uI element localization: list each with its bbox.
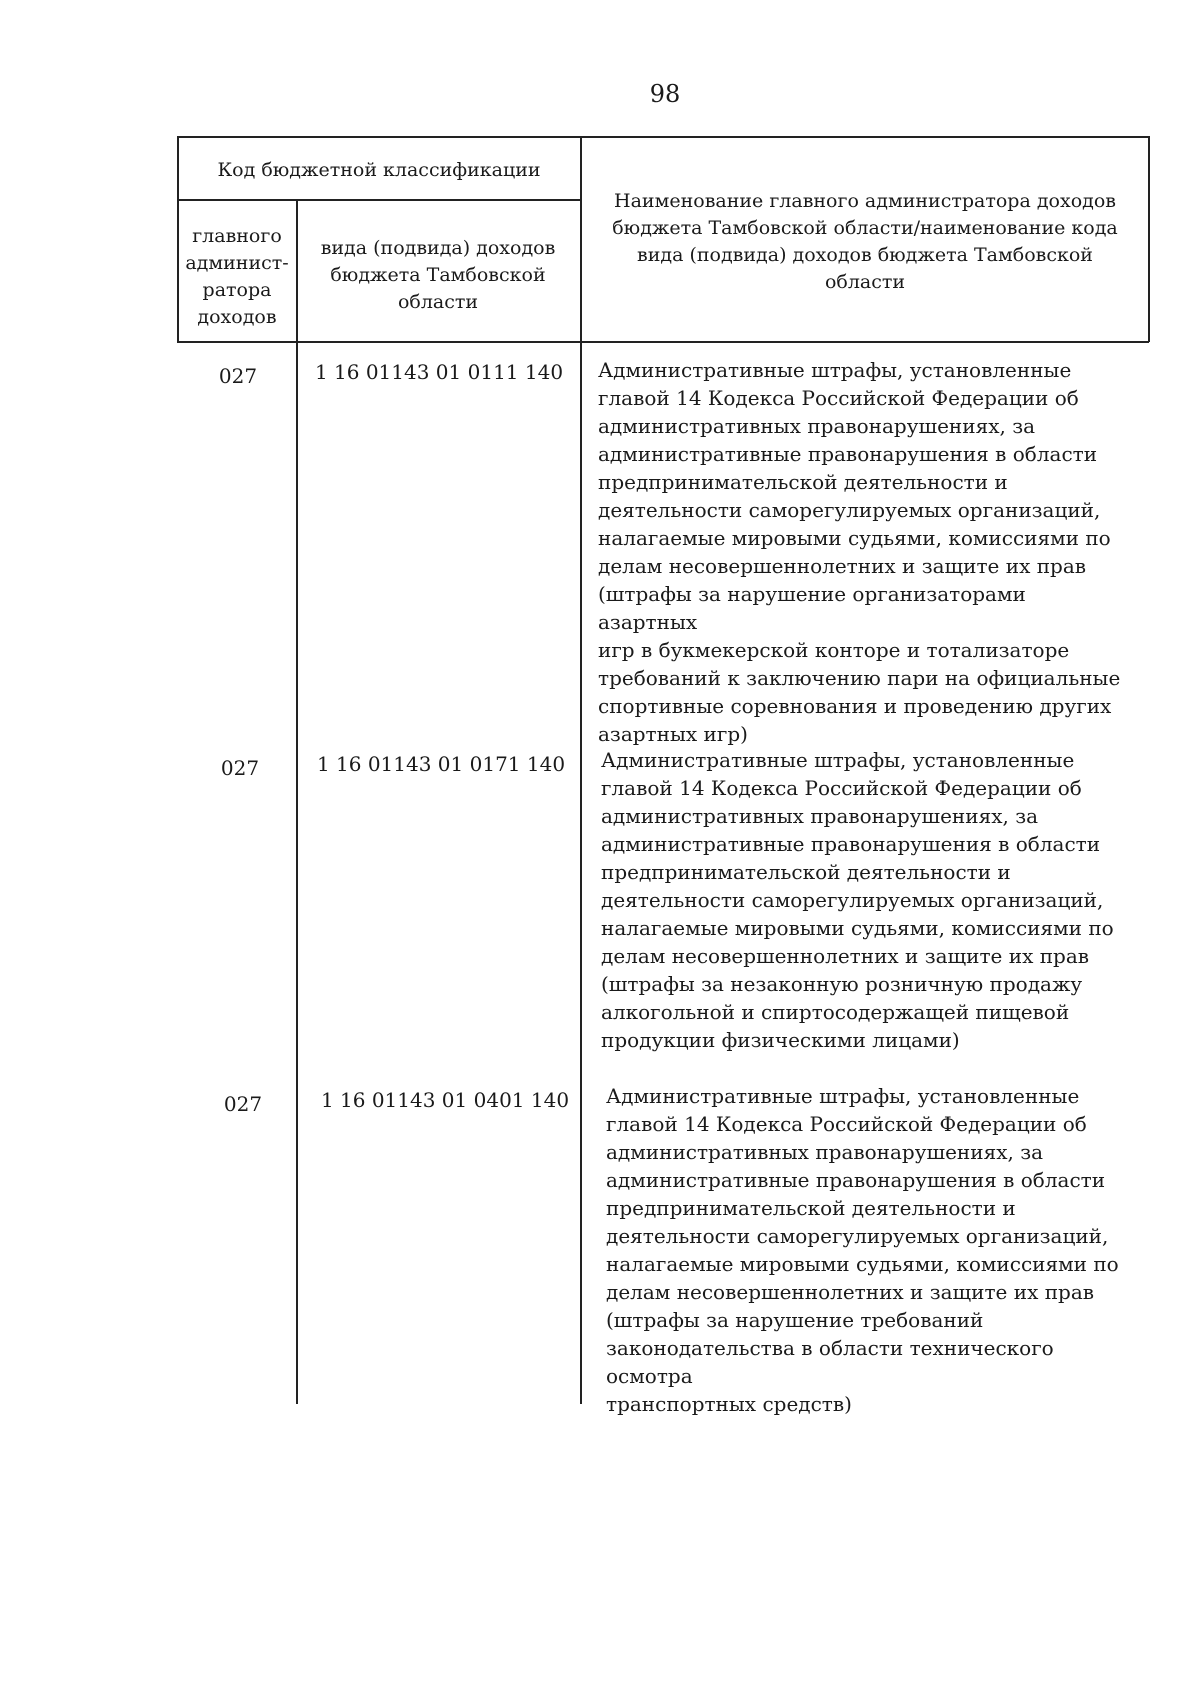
header-income-column: вида (подвида) доходов бюджета Тамбовской области [320, 237, 556, 313]
table-top-border [177, 136, 1149, 138]
row-2-description: Административные штрафы, установленные главой 14 Кодекса Российской Федерации об административных правонарушениях, за административные правонарушения в области предпринимательской деятельности и деятельности саморегулируемых организаций, налагаемые мировыми судьями, комиссиями по делам несовершеннолетних и защите их прав (штрафы за незаконную розничную продажу алкогольной и спиртосодержащей пищевой продукции физическими лицами) [601, 748, 1114, 1052]
header-bottom-border [177, 341, 1149, 343]
row-3-income-code: 1 16 01143 01 0401 140 [320, 1088, 570, 1112]
page-number: 98 [649, 80, 681, 108]
row-1-admin-code: 027 [218, 364, 258, 388]
row-1-description: Административные штрафы, установленные главой 14 Кодекса Российской Федерации об административных правонарушениях, за административные правонарушения в области предпринимательской деятельности и деятельности саморегулируемых организаций, налагаемые мировыми судьями, комиссиями по делам несовершеннолетних и защите их прав (штрафы за нарушение организаторами азартных игр в букмекерской конторе и тотализаторе требований к заключению пари на официальные спортивные соревнования и проведению других азартных игр) [598, 358, 1121, 746]
header-group-label: Код бюджетной классификации [217, 159, 541, 181]
row-3-admin-code: 027 [223, 1092, 263, 1116]
header-name-column: Наименование главного администратора доходов бюджета Тамбовской области/наименование кода вида (подвида) доходов бюджета Тамбовской области [612, 190, 1118, 293]
header-left-border [177, 136, 179, 342]
header-admin-column: главного админист- ратора доходов [185, 225, 289, 328]
header-right-border [1148, 136, 1150, 342]
row-2-admin-code: 027 [220, 756, 260, 780]
row-1-income-code: 1 16 01143 01 0111 140 [314, 360, 564, 384]
header-group-divider [177, 199, 580, 201]
row-2-income-code: 1 16 01143 01 0171 140 [316, 752, 566, 776]
col-divider-admin-income [296, 199, 298, 1404]
col-divider-income-name [580, 136, 582, 1404]
row-3-description: Административные штрафы, установленные главой 14 Кодекса Российской Федерации об административных правонарушениях, за административные правонарушения в области предпринимательской деятельности и деятельности саморегулируемых организаций, налагаемые мировыми судьями, комиссиями по делам несовершеннолетних и защите их прав (штрафы за нарушение требований законодательства в области технического осмотра транспортных средств) [606, 1084, 1119, 1416]
